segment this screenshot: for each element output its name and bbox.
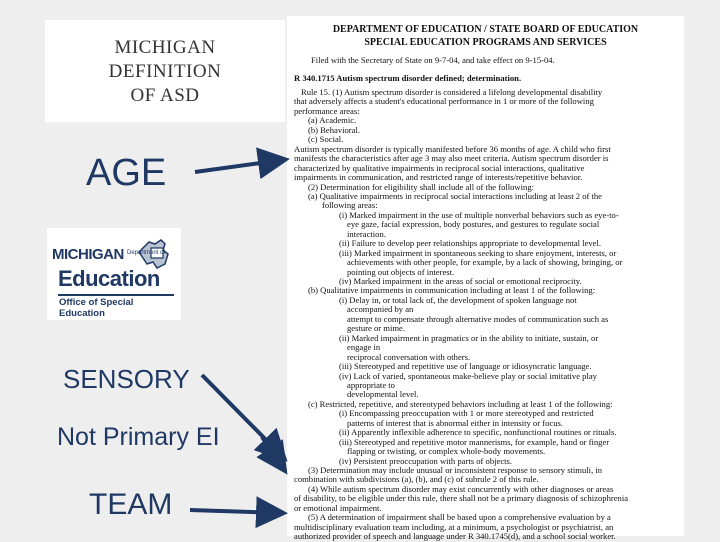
- doc-header-2: SPECIAL EDUCATION PROGRAMS AND SERVICES: [364, 37, 607, 48]
- doc-line: (3) Determination may include unusual or inconsistent response to sensory stimuli, in: [308, 465, 603, 475]
- doc-line: (ii) Marked impairment in pragmatics or in the ability to initiate, sustain, or: [339, 332, 599, 343]
- doc-filed-line: Filed with the Secretary of State on 9-7-04, and take effect on 9-15-04.: [311, 55, 555, 65]
- doc-line: manifests the characteristics after age 3 may also meet criteria. Autism spectrum disorder is: [294, 153, 609, 164]
- doc-line: (i) Encompassing preoccupation with 1 or more stereotyped and restricted: [339, 408, 594, 419]
- logo-department-text: Department of: [127, 250, 166, 256]
- doc-line: accompanied by an: [347, 304, 414, 315]
- doc-line: (i) Delay in, or total lack of, the development of spoken language not: [339, 294, 577, 305]
- logo-education-text: Education: [58, 266, 160, 291]
- doc-line: performance areas:: [294, 105, 360, 116]
- doc-line: combination with subdivisions (a), (b), and (c) of subrule 2 of this rule.: [294, 474, 539, 485]
- doc-line: Autism spectrum disorder is typically manifested before 36 months of age. A child who first: [294, 143, 611, 154]
- doc-line: (iv) Lack of varied, spontaneous make-believe play or social imitative play: [339, 370, 597, 381]
- doc-line: reciprocal conversation with others.: [347, 351, 471, 362]
- doc-line: authorized provider of speech and language under R 340.1745(d), and a school social worker.: [294, 531, 616, 542]
- doc-line: (b) Behavioral.: [308, 124, 361, 135]
- doc-line: (2) Determination for eligibility shall include all of the following:: [308, 181, 535, 192]
- doc-line: (c) Social.: [308, 134, 344, 145]
- doc-line: Rule 15. (1) Autism spectrum disorder is considered a lifelong developmental disability: [301, 87, 603, 97]
- doc-line: pointing out objects of interest.: [347, 266, 455, 277]
- doc-line: (iv) Persistent preoccupation with parts of objects.: [339, 455, 513, 466]
- doc-line: (i) Marked impairment in the use of multiple nonverbal behaviors such as eye-to-: [339, 209, 619, 220]
- doc-line: characterized by qualitative impairments in reciprocal social interactions, qualitative: [294, 162, 585, 173]
- logo-michigan-text: MICHIGAN: [52, 246, 124, 263]
- slide-title-line-2: DEFINITION: [108, 61, 222, 82]
- doc-line: (iv) Marked impairment in the areas of social or emotional reciprocity.: [339, 276, 582, 286]
- doc-line: achievements with other people, for example, by a lack of showing, bringing, or: [347, 257, 623, 268]
- doc-rule-title: R 340.1715 Autism spectrum disorder defined; determination.: [294, 73, 522, 83]
- doc-line: developmental level.: [347, 389, 419, 400]
- doc-line: (b) Qualitative impairments in communication including at least 1 of the following:: [308, 285, 596, 296]
- doc-line: that adversely affects a student's educational performance in 1 or more of the following: [294, 96, 594, 107]
- doc-line: gesture or mime.: [347, 323, 405, 334]
- doc-line: engage in: [347, 342, 381, 353]
- doc-line: impairments in communication, and restricted range of interests/repetitive behavior.: [294, 172, 583, 183]
- doc-line: (4) While autism spectrum disorder may exist concurrently with other diagnoses or areas: [308, 483, 614, 494]
- doc-line: attempt to compensate through alternative modes of communication such as: [347, 313, 609, 324]
- doc-line: flapping or twisting, or complex whole-body movements.: [347, 446, 546, 457]
- doc-line: of disability, to be eligible under this rule, there shall not be a primary diagnosis of schizophrenia: [294, 493, 629, 504]
- doc-line: (iii) Stereotyped and repetitive use of language or idiosyncratic language.: [339, 361, 592, 372]
- doc-line: patterns of interest that is abnormal either in intensity or focus.: [347, 417, 563, 428]
- doc-line: following areas:: [322, 200, 378, 211]
- arrow-team: [190, 510, 280, 513]
- doc-line: multidisciplinary evaluation team including, at a minimum, a psychologist or psychiatrist, an: [294, 521, 614, 532]
- doc-line: interaction.: [347, 228, 386, 239]
- slide-title-line-1: MICHIGAN: [114, 37, 216, 58]
- label-not-primary-ei: Not Primary EI: [57, 423, 220, 451]
- doc-line: or emotional impairment.: [294, 502, 382, 513]
- slide-title-line-3: OF ASD: [130, 85, 200, 106]
- doc-line: eye gaze, facial expression, body postures, and gestures to regulate social: [347, 219, 600, 230]
- label-age: AGE: [86, 152, 167, 194]
- doc-line: (iii) Stereotyped and repetitive motor mannerisms, for example, hand or finger: [339, 436, 610, 447]
- doc-line: appropriate to: [347, 379, 395, 390]
- doc-line: (a) Academic.: [308, 115, 357, 126]
- doc-line: (iii) Marked impairment in spontaneous seeking to share enjoyment, interests, or: [339, 247, 617, 258]
- arrow-sensory: [202, 375, 282, 456]
- doc-line: (ii) Failure to develop peer relationships appropriate to developmental level.: [339, 238, 602, 249]
- doc-line: (c) Restricted, repetitive, and stereotyped behaviors including at least 1 of the following:: [308, 398, 613, 409]
- label-sensory: SENSORY: [63, 364, 190, 394]
- doc-line: (ii) Apparently inflexible adherence to specific, nonfunctional routines or rituals.: [339, 427, 617, 438]
- arrow-age: [195, 160, 282, 172]
- doc-line: (a) Qualitative impairments in reciprocal social interactions including at least 2 of the: [308, 190, 602, 201]
- logo-office-text: Office of Special Education: [59, 297, 134, 319]
- doc-header-1: DEPARTMENT OF EDUCATION / STATE BOARD OF EDUCATION: [332, 24, 639, 35]
- doc-line: (5) A determination of impairment shall be based upon a comprehensive evaluation by a: [308, 512, 611, 523]
- label-team: TEAM: [89, 488, 173, 521]
